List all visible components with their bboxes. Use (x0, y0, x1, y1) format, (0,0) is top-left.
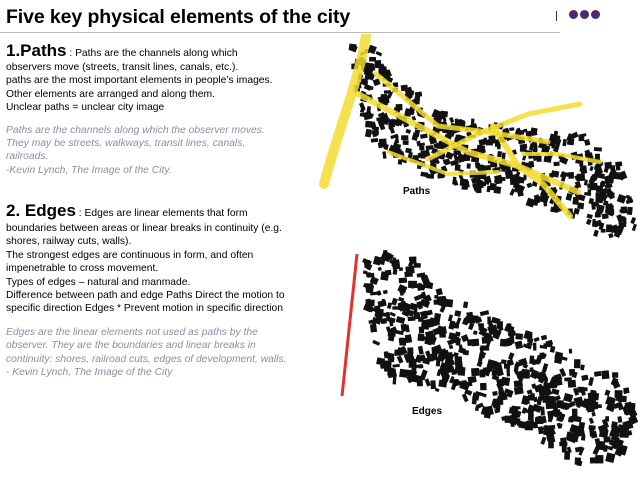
city-block (616, 214, 623, 223)
city-block (376, 357, 385, 365)
city-block (415, 91, 423, 97)
city-block (501, 359, 507, 364)
city-block (403, 140, 409, 145)
city-block (430, 380, 436, 389)
city-block (501, 377, 510, 386)
city-block (436, 359, 440, 366)
city-block (487, 186, 491, 193)
city-block (445, 151, 454, 159)
city-block (542, 363, 548, 372)
city-block (365, 129, 372, 138)
city-block (398, 159, 403, 164)
city-block (510, 415, 518, 424)
city-block (605, 452, 615, 463)
city-block (586, 219, 592, 225)
city-block (479, 392, 487, 397)
city-block (591, 412, 595, 417)
city-block (610, 431, 618, 437)
city-block (514, 380, 523, 387)
city-block (479, 323, 484, 330)
city-block (563, 393, 573, 403)
city-block (480, 310, 489, 316)
city-block (455, 356, 463, 365)
city-block (548, 441, 554, 448)
city-block (601, 370, 609, 379)
paths-map-label: Paths (403, 186, 431, 197)
city-block (405, 129, 411, 134)
city-block (526, 182, 532, 188)
edges-section (6, 201, 322, 379)
city-block (471, 339, 479, 347)
city-block (535, 418, 543, 424)
city-block (471, 368, 480, 376)
city-block (478, 352, 484, 361)
city-block (589, 418, 594, 425)
city-block (455, 164, 461, 171)
city-block (420, 134, 428, 139)
city-block (586, 214, 592, 219)
city-block (487, 317, 491, 325)
city-block (540, 407, 545, 416)
edges-body: boundaries between areas or linear breaks in continuity (e.g. shores, railway cuts, walls). The strongest edges are continuous in form, and often impenetrable to cross movement. Types of edges – natural and manmade. Difference between path and edge Paths Direct the motion to specific direction Edges * Prevent motion in specific direction (6, 223, 285, 315)
city-block (369, 57, 376, 62)
paths-map (318, 34, 638, 244)
city-block (468, 318, 475, 324)
city-block (393, 259, 400, 266)
city-block (438, 380, 447, 388)
city-block (492, 391, 498, 396)
decor-dot-icon (580, 10, 589, 19)
city-block (453, 180, 458, 186)
city-block (553, 135, 561, 139)
decor-dot-icon (569, 10, 578, 19)
city-block (377, 290, 382, 296)
city-block (482, 333, 488, 337)
edges-map-label: Edges (412, 406, 443, 417)
city-block (508, 352, 514, 360)
city-block (396, 316, 406, 324)
city-block (593, 230, 599, 237)
city-block (393, 269, 398, 275)
city-block (441, 328, 445, 334)
paths-heading-line (6, 41, 322, 61)
city-block (617, 416, 622, 423)
city-block (630, 217, 636, 224)
city-block (509, 127, 514, 131)
city-block (399, 278, 407, 284)
city-block (604, 166, 609, 173)
city-block (372, 340, 380, 346)
city-block (421, 321, 429, 329)
city-block (528, 413, 534, 420)
city-block (490, 324, 493, 328)
edges-map-blocks (362, 250, 638, 466)
city-block (414, 263, 421, 268)
city-block (497, 151, 502, 157)
city-block (604, 390, 610, 397)
city-block (494, 186, 502, 194)
city-block (349, 44, 357, 52)
city-block (559, 442, 567, 447)
city-block (396, 104, 403, 111)
city-block (568, 380, 577, 388)
city-block (520, 144, 528, 149)
city-block (449, 117, 454, 123)
city-block (602, 213, 609, 219)
city-block (538, 386, 543, 391)
city-block (378, 267, 382, 271)
city-block (392, 364, 400, 368)
city-block (623, 387, 629, 393)
city-block (411, 359, 416, 364)
city-block (455, 367, 464, 374)
city-block (381, 94, 388, 98)
city-block (389, 312, 395, 317)
city-block (506, 368, 510, 376)
paths-heading: 1.Paths (6, 41, 67, 60)
city-block (387, 302, 392, 309)
city-block (606, 225, 612, 233)
city-block (509, 188, 515, 196)
city-block (391, 298, 398, 306)
city-block (401, 135, 408, 140)
city-block (463, 350, 469, 356)
title-divider (0, 32, 560, 33)
city-block (371, 138, 379, 143)
city-block (382, 151, 386, 159)
city-block (541, 335, 547, 341)
city-block (608, 233, 613, 238)
city-block (359, 102, 366, 111)
city-block (515, 341, 523, 349)
city-block (566, 193, 573, 201)
city-block (551, 389, 559, 396)
city-block (572, 409, 577, 416)
city-block (454, 310, 461, 317)
paths-map-blocks (349, 44, 637, 239)
city-block (534, 145, 538, 151)
city-block (383, 290, 388, 294)
city-block (404, 272, 409, 278)
city-block (594, 404, 597, 409)
city-block (397, 355, 404, 363)
city-block (418, 346, 424, 355)
city-block (368, 86, 373, 90)
city-block (531, 130, 538, 136)
city-block (426, 174, 434, 179)
city-block (448, 314, 453, 321)
city-block (423, 336, 428, 341)
city-block (557, 380, 563, 386)
slide-title: Five key physical elements of the city (6, 6, 351, 28)
city-block (618, 396, 627, 403)
city-block (576, 400, 585, 406)
city-block (612, 372, 618, 377)
city-block (463, 301, 468, 308)
city-block (401, 85, 408, 92)
city-block (594, 147, 602, 151)
city-block (595, 154, 600, 159)
city-block (480, 383, 487, 390)
city-block (498, 321, 503, 328)
city-block (484, 138, 487, 143)
city-block (399, 267, 403, 271)
city-block (449, 345, 454, 350)
city-block (556, 400, 563, 408)
city-block (379, 138, 387, 146)
city-block (627, 207, 633, 215)
city-block (617, 194, 627, 204)
city-block (577, 202, 584, 209)
paths-intro: : Paths are the channels along which (66, 48, 238, 59)
city-block (468, 323, 474, 331)
city-block (419, 146, 424, 151)
city-block (382, 299, 386, 304)
city-block (538, 426, 544, 434)
city-block (581, 375, 588, 381)
city-block (591, 407, 595, 412)
paths-section (6, 41, 322, 177)
city-block (566, 432, 575, 441)
edge-boundary-line (342, 254, 357, 396)
city-block (562, 139, 567, 146)
city-block (483, 165, 491, 171)
city-block (590, 431, 597, 439)
city-block (407, 347, 413, 354)
city-block (530, 393, 535, 400)
city-block (383, 250, 387, 256)
city-block (412, 132, 419, 141)
city-block (574, 359, 581, 368)
city-block (461, 183, 468, 190)
city-block (515, 333, 523, 340)
city-block (580, 364, 585, 370)
city-block (598, 173, 605, 179)
city-block (587, 183, 591, 188)
city-block (425, 350, 431, 359)
city-block (467, 163, 471, 168)
city-block (393, 377, 397, 385)
city-block (475, 406, 479, 411)
city-block (472, 392, 480, 400)
edges-quote: Edges are the linear elements not used as paths by the observer. They are the boundaries and linear breaks in continuity: shores, railroad cuts, edges of development, walls. - Kevin Lynch, The Image of the City (6, 326, 287, 379)
city-block (622, 429, 629, 438)
city-block (375, 51, 382, 56)
city-block (579, 136, 585, 142)
city-block (584, 139, 590, 146)
city-block (569, 349, 572, 354)
city-block (574, 416, 582, 422)
city-block (578, 194, 581, 198)
city-block (484, 367, 493, 372)
city-block (487, 142, 493, 145)
city-block (632, 224, 637, 231)
city-block (399, 338, 405, 343)
city-block (436, 288, 443, 296)
city-block (385, 270, 392, 276)
city-block (504, 363, 510, 368)
city-block (440, 111, 448, 118)
city-block (596, 193, 603, 200)
divider-icon (556, 11, 557, 21)
city-block (575, 457, 581, 464)
city-block (543, 156, 551, 163)
city-block (542, 396, 547, 403)
city-block (466, 381, 472, 387)
decor-dot-icon (591, 10, 600, 19)
city-block (477, 361, 483, 368)
city-block (522, 407, 527, 414)
edges-heading-line (6, 201, 322, 221)
paths-body: observers move (streets, transit lines, canals, etc.). paths are the most important elements in people’s images. Other elements are arranged and along them. Unclear paths = unclear city image (6, 62, 273, 114)
city-block (591, 202, 596, 210)
city-block (564, 451, 570, 460)
city-block (360, 113, 365, 117)
edges-map (334, 246, 638, 470)
city-block (506, 166, 511, 172)
city-block (530, 367, 534, 372)
city-block (554, 162, 560, 166)
city-block (439, 334, 446, 338)
city-block (594, 371, 602, 377)
city-block (475, 162, 480, 169)
city-block (533, 343, 536, 351)
city-block (589, 166, 593, 171)
city-block (425, 378, 431, 386)
city-block (448, 320, 455, 329)
paths-quote: Paths are the channels along which the observer moves. They may be streets, walkways, transit lines, canals, railroads. -Kevin Lynch, The Image of the City. (6, 124, 265, 176)
city-block (590, 457, 598, 463)
city-block (386, 312, 391, 321)
edges-heading: 2. Edges (6, 201, 76, 220)
city-block (588, 377, 594, 386)
city-block (437, 175, 444, 179)
city-block (616, 165, 621, 171)
edges-intro: : Edges are linear elements that form (75, 208, 248, 219)
city-block (514, 386, 524, 394)
city-block (473, 330, 478, 335)
city-block (365, 121, 372, 128)
city-block (370, 324, 377, 333)
city-block (569, 369, 575, 376)
city-block (534, 337, 540, 342)
city-block (540, 437, 546, 445)
city-block (579, 166, 584, 173)
city-block (399, 369, 409, 378)
city-block (621, 206, 628, 213)
city-block (462, 393, 469, 402)
city-block (408, 281, 417, 288)
city-block (413, 312, 420, 320)
